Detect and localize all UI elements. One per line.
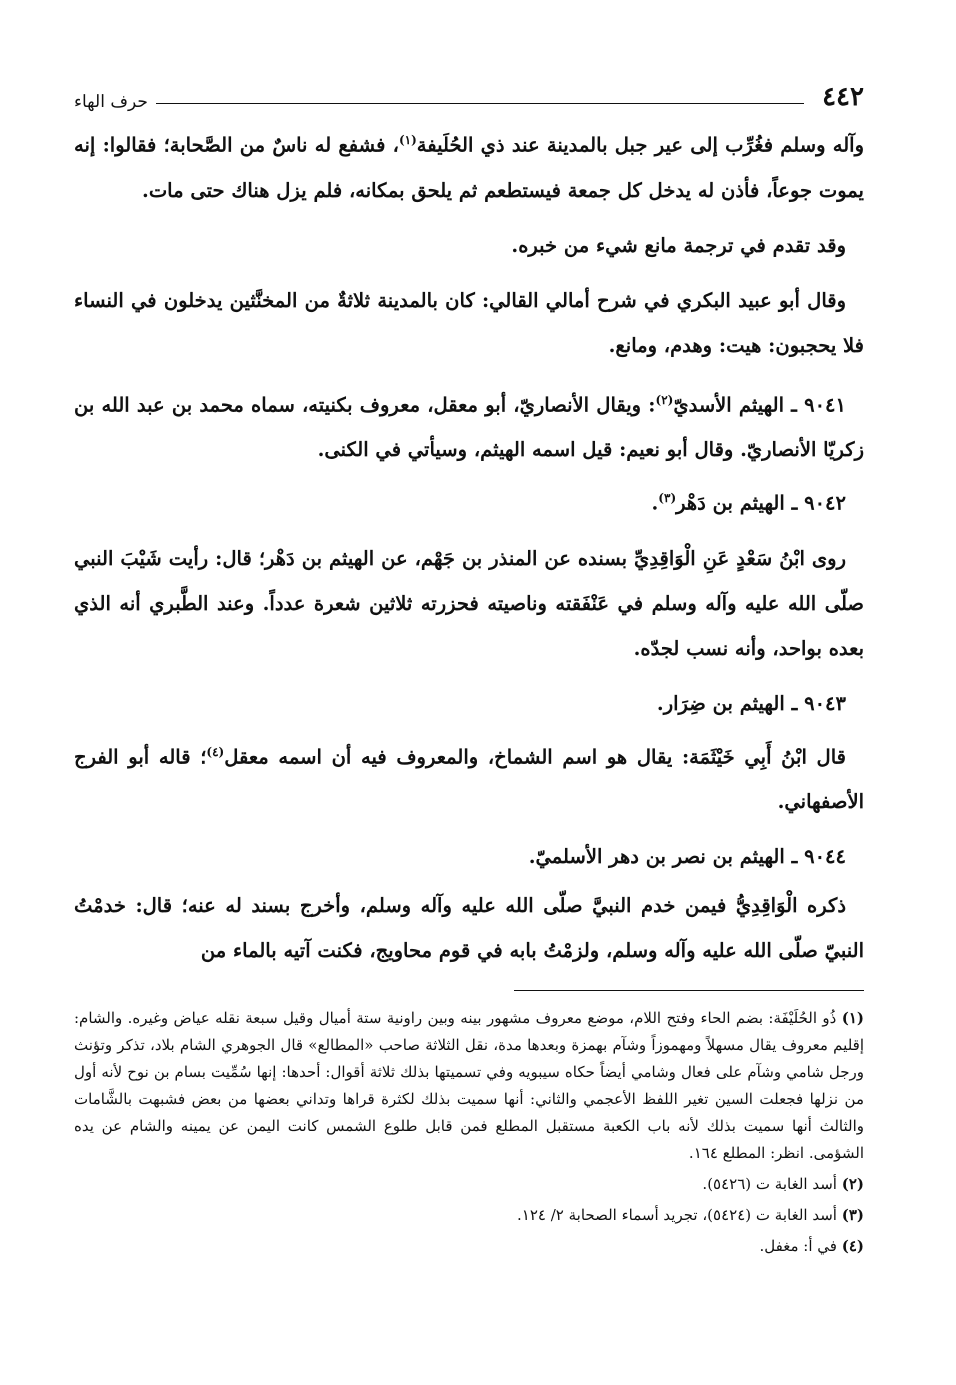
paragraph-text: وقد تقدم في ترجمة مانع شيء من خبره. [511, 233, 846, 257]
header-rule [156, 103, 804, 104]
paragraph [74, 883, 864, 973]
paragraph-text: وقال أبو عبيد البكري في شرح أمالي القالي: كان بالمدينة ثلاثةٌ من المخنَّثين يدخلون في النساء فلا يحجبون: هيت: وهدم، ومانع. [74, 288, 864, 357]
entry-9043 [74, 681, 864, 726]
page-number: ٤٤٢ [822, 82, 864, 112]
footnote-text: أسد الغابة ت (٥٤٢٦). [702, 1175, 837, 1193]
entry-9044 [74, 834, 864, 879]
paragraph [74, 730, 864, 825]
footnote-number: (٤) [841, 1237, 864, 1255]
entry-text: : ويقال الأنصاريّ، أبو معقل، معروف بكنيته، سماه محمد بن عبد الله بن زكريّا الأنصاريّ. وقال أبو نعيم: قيل اسمه الهيثم، وسيأتي في الكنى. [74, 393, 864, 461]
footnote-2 [74, 1171, 864, 1198]
footnote-rule [514, 990, 864, 991]
footnote-ref[interactable]: (٢) [655, 392, 674, 407]
entry-punct: . [651, 491, 659, 515]
paragraph [74, 536, 864, 671]
paragraph-text: قال ابْنُ أَبِي خَيْثَمَة: يقال هو اسم الشماخ، والمعروف فيه أن اسمه معقل [224, 745, 846, 768]
entry-9042 [74, 476, 864, 526]
main-text [74, 118, 864, 973]
paragraph [74, 278, 864, 368]
paragraph-text: وآله وسلم فغُرِّب إلى عير جبل بالمدينة عند ذي الحُلَيفة [416, 133, 864, 157]
footnote-number: (٣) [841, 1206, 864, 1224]
entry-heading: ـ الهيثم بن نصر بن دهر الأسلميّ [535, 845, 798, 868]
entry-number: ٩٠٤٤ [804, 845, 846, 868]
entry-number: ٩٠٤١ [804, 393, 846, 416]
paragraph [74, 223, 864, 268]
entry-number: ٩٠٤٣ [804, 691, 846, 715]
footnote-text: في أ: مغفل. [759, 1237, 837, 1255]
entry-9041 [74, 378, 864, 473]
page-header [74, 78, 864, 112]
running-title: حرف الهاء [74, 92, 148, 112]
footnote-4 [74, 1233, 864, 1260]
footnote-number: (٢) [841, 1175, 864, 1193]
footnote-ref[interactable]: (٣) [658, 491, 677, 505]
paragraph-text: ؛ قاله أبو الفرج الأصفهاني. [74, 745, 864, 813]
footnotes [74, 990, 864, 1264]
paragraph-text: ، فشفع له ناسٌ من الصَّحابة؛ فقالوا: إنه يموت جوعاً، فأذن له يدخل كل جمعة فيستطعم ثم يلحق بمكانه، فلم يزل هناك حتى مات. [74, 133, 864, 202]
entry-heading: ـ الهيثم بن ضِرَار [663, 691, 798, 715]
entry-number: ٩٠٤٢ [804, 491, 846, 515]
paragraph-text: روى ابْنُ سَعْدٍ عَنِ الْوَاقِدِيِّ بسنده عن المنذر بن جَهْم، عن الهيثم بن دَهْر؛ قال: رأيت شَيْبَ النبي صلّى الله عليه وآله وسلم في عَنْفَقته وناصيته فحزرته ثلاثين شعرة عدداً. وعند الطَّبري أنه الذي بعده بواحد، وأنه نسب لجدّه. [74, 546, 864, 660]
footnote-text: ذُو الحُلَيْفَة: بضم الحاء وفتح اللام، موضع معروف مشهور بينه وبين راونية ستة أميال وقيل سبعة نقله عياض وغيره. والشام: إقليم معروف يقال مسهلاً ومهموزاً وشآم بهمزة وبعدها مدة، نقل الثلاثة صاحب «المطالع» قال الجوهري الشام بلاد، تذكر وتؤنث ورجل شامي وشآم على فعال وشامي أيضاً حكاه سيبويه وفي تسميتها بذلك ثلاثة أقوال: أحدها: إنها سُمِّيت بسام بن نوح لأنه أول من نزلها فجعلت السين تغير اللفظ الأعجمي والثاني: أنها سميت بذلك لكثرة قراها وتداني بعضها من بعض فشبهت بالشَّامات والثالث أنها سميت بذلك لأنه باب الكعبة مستقبل المطلع فمن قابل طلوع الشمس كانت اليمن عن يمينه والشام عن يده الشؤمى. انظر: المطلع ١٦٤. [74, 1009, 864, 1162]
entry-punct: . [528, 845, 536, 868]
footnote-number: (١) [841, 1009, 864, 1027]
footnote-ref[interactable]: (٤) [206, 744, 225, 759]
footnote-1 [74, 1005, 864, 1167]
paragraph-continuation [74, 118, 864, 213]
entry-heading: ـ الهيثم بن دَهْر [676, 491, 798, 515]
entry-heading: ـ الهيثم الأسديّ [673, 393, 797, 416]
paragraph-text: ذكره الْوَاقِدِيُّ فيمن خدم النبيَّ صلّى الله عليه وآله وسلم، وأخرج بسند له عنه؛ قال: خدمْتُ النبيّ صلّى الله عليه وآله وسلم، ولزمْتُ بابه في قوم محاويج، فكنت آتيه بالماء من [74, 894, 864, 962]
footnote-text: أسد الغابة ت (٥٤٢٤)، تجريد أسماء الصحابة ٢/ ١٢٤. [517, 1206, 837, 1224]
footnote-ref[interactable]: (١) [398, 133, 417, 147]
footnote-3 [74, 1202, 864, 1229]
entry-punct: . [656, 691, 664, 715]
